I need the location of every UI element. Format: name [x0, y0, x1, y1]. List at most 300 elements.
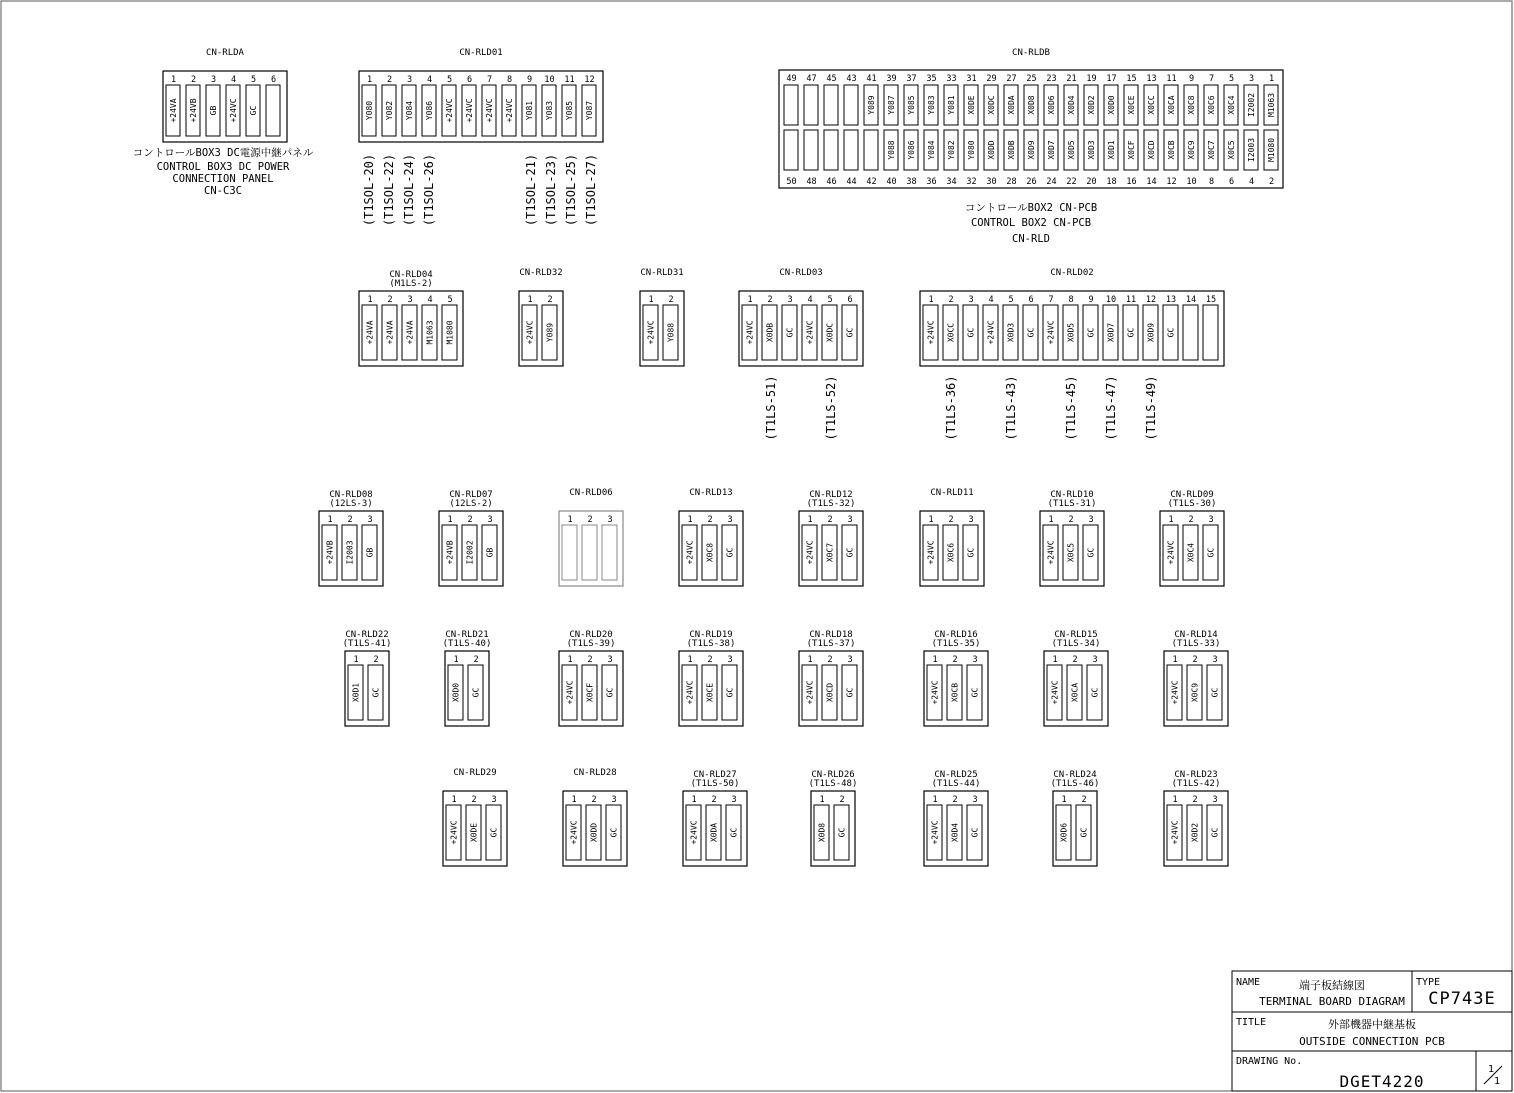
pin-number: 15 [1126, 74, 1137, 84]
connector-subtitle: (T1LS-50) [690, 779, 740, 789]
pin-signal: X0DC [987, 95, 996, 115]
pin-signal: +24VC [525, 320, 535, 345]
pin-signal: +24VC [986, 320, 996, 345]
pin-number: 2 [373, 655, 379, 665]
connector-subtitle: (T1LS-34) [1051, 639, 1101, 649]
pin-number: 2 [827, 655, 833, 665]
pin-number: 5 [1228, 74, 1235, 84]
pin-number: 1 [932, 795, 938, 805]
pin-signal: Y086 [425, 100, 434, 121]
pin-signal: GC [1079, 827, 1089, 838]
connector-title: CN-RLDB [1012, 48, 1050, 58]
device-note: (T1SOL-20) [362, 153, 376, 227]
device-note: (T1LS-51) [764, 375, 778, 441]
pin-number: 2 [767, 295, 773, 305]
pin-signal: Y086 [907, 140, 916, 160]
connector-title: CN-RLD11 [930, 488, 974, 498]
pin-number: 8 [1208, 177, 1215, 187]
device-note: (T1SOL-23) [544, 153, 558, 227]
pin-number: 2 [668, 295, 674, 305]
pin-signal: +24VB [189, 98, 198, 123]
pin-number: 20 [1086, 177, 1097, 187]
pin-signal: M1063 [1267, 92, 1276, 118]
pin-number: 5 [827, 295, 833, 305]
pin-number: 47 [806, 74, 817, 84]
pin-signal: X0D6 [1059, 822, 1069, 843]
connector-title: CN-RLD08 [329, 490, 373, 500]
pin-number: 9 [526, 75, 533, 85]
pin-number: 2 [1192, 655, 1198, 665]
pin-signal: +24VC [1166, 540, 1176, 565]
connector-rld20 [559, 630, 623, 726]
pin-signal: M1080 [1267, 137, 1276, 163]
pin-signal: +24VC [1050, 680, 1060, 705]
connector-rld01 [359, 48, 603, 142]
pin-number: 49 [786, 74, 797, 84]
pin-number: 2 [347, 515, 353, 525]
pin-number: 3 [787, 295, 793, 305]
pin-signal: X0C8 [1187, 95, 1196, 115]
pin-number: 1 [807, 515, 813, 525]
pin-number: 2 [471, 795, 477, 805]
connector-title: CN-RLD02 [1050, 268, 1094, 278]
pin-number: 3 [727, 655, 733, 665]
connector-rld10 [1040, 490, 1104, 586]
connector-rld27 [683, 770, 747, 866]
pin-signal: +24VC [685, 540, 695, 565]
pin-signal: X0D9 [1146, 322, 1156, 343]
pin-number: 1 [567, 655, 573, 665]
pin-signal: GC [1206, 547, 1216, 558]
pin-signal: GC [1210, 827, 1220, 838]
pin-signal: X0D1 [351, 682, 361, 703]
connector-rld22 [343, 630, 392, 726]
connector-rld24 [1051, 770, 1100, 866]
pin-number: 45 [826, 74, 837, 84]
pin-number: 1 [819, 795, 825, 805]
pin-signal: +24VA [169, 98, 178, 123]
pin-signal: X0D2 [1190, 822, 1200, 843]
pin-number: 1 [1172, 795, 1178, 805]
panel-caption: CN-C3C [204, 185, 242, 197]
pin-number: 1 [1172, 655, 1178, 665]
connector-rld02 [920, 268, 1224, 366]
pin-signal: X0DD [589, 822, 599, 843]
pin-signal: X0C5 [1066, 542, 1076, 563]
pin-signal: GB [209, 105, 218, 116]
pin-number: 12 [1145, 295, 1157, 305]
connector-title: CN-RLD16 [934, 630, 978, 640]
pin-signal: GC [845, 547, 855, 558]
connector-subtitle: (T1LS-41) [342, 639, 392, 649]
device-note: (T1SOL-26) [422, 153, 436, 227]
panel-caption: コントロールBOX3 DC電源中継パネル [132, 147, 314, 159]
pin-number: 39 [886, 74, 897, 84]
pin-signal: +24VC [926, 540, 936, 565]
pin-number: 2 [1081, 795, 1087, 805]
pin-signal: +24VC [930, 820, 940, 845]
connector-subtitle: (T1LS-46) [1050, 779, 1100, 789]
pin-number: 1 [687, 655, 693, 665]
title-label: TITLE [1236, 1017, 1267, 1028]
pin-signal: X0DA [709, 822, 719, 843]
connector-rld11 [920, 488, 984, 586]
connector-title: CN-RLD22 [345, 630, 389, 640]
pin-signal: GC [1210, 687, 1220, 698]
connector-title: CN-RLD25 [934, 770, 978, 780]
connector-rld08 [319, 490, 383, 586]
connector-subtitle: (T1LS-40) [442, 639, 492, 649]
sheet-number: 1 [1488, 1064, 1495, 1075]
title-japanese: 外部機器中継基板 [1328, 1018, 1416, 1031]
pin-signal: +24VC [1046, 320, 1056, 345]
pin-number: 1 [691, 795, 697, 805]
pin-signal: GC [785, 327, 795, 338]
pin-signal: GC [371, 687, 381, 698]
pin-number: 3 [607, 515, 613, 525]
panel-caption: CN-RLD [1012, 233, 1050, 245]
pin-number: 32 [966, 177, 977, 187]
connector-subtitle: (T1LS-44) [931, 779, 981, 789]
pin-number: 42 [866, 177, 877, 187]
pin-signal: X0D6 [1047, 95, 1056, 115]
pin-number: 30 [986, 177, 997, 187]
pin-number: 5 [447, 295, 453, 305]
pin-number: 1 [367, 295, 373, 305]
pin-number: 3 [847, 515, 853, 525]
pin-signal: +24VC [689, 820, 699, 845]
drawing-number: DGET4220 [1339, 1072, 1425, 1091]
connector-title: CN-RLDA [206, 48, 244, 58]
pin-signal: X0DE [967, 95, 976, 115]
pin-signal: GC [1086, 547, 1096, 558]
pin-signal: X0CD [1147, 140, 1156, 160]
connector-title: CN-RLD07 [449, 490, 493, 500]
pin-signal: X0C4 [1186, 542, 1196, 563]
pin-signal: Y080 [967, 140, 976, 160]
pin-signal: X0D1 [1107, 140, 1116, 160]
pin-number: 1 [1168, 515, 1174, 525]
connector-title: CN-RLD15 [1054, 630, 1098, 640]
panel-caption: CONTROL BOX2 CN-PCB [970, 217, 1092, 229]
pin-signal: X0C8 [705, 542, 715, 563]
pin-number: 2 [587, 515, 593, 525]
pin-number: 3 [406, 75, 413, 85]
connector-title: CN-RLD06 [569, 488, 613, 498]
connector-subtitle: (T1LS-30) [1167, 499, 1217, 509]
pin-signal: GC [970, 687, 980, 698]
connector-title: CN-RLD19 [689, 630, 733, 640]
pin-signal: +24VC [569, 820, 579, 845]
pin-number: 2 [473, 655, 479, 665]
pin-signal: GC [1166, 327, 1176, 338]
panel-caption: CONNECTION PANEL [172, 173, 274, 185]
pin-signal: X0C6 [1207, 95, 1216, 115]
pin-number: 2 [839, 795, 845, 805]
pin-number: 6 [270, 75, 277, 85]
device-note: (T1LS-52) [824, 375, 838, 441]
connector-rld25 [924, 770, 988, 866]
pin-number: 41 [866, 74, 877, 84]
connector-subtitle: (12LS-3) [329, 499, 373, 509]
pin-number: 2 [707, 655, 713, 665]
pin-number: 1 [366, 75, 373, 85]
pin-number: 28 [1006, 177, 1017, 187]
pin-signal: +24VC [1170, 680, 1180, 705]
pin-signal: X0CF [1127, 140, 1136, 160]
pin-signal: Y088 [666, 322, 676, 343]
connector-subtitle: (12LS-2) [449, 499, 493, 509]
pin-signal: GC [725, 547, 735, 558]
pin-signal: GC [845, 327, 855, 338]
connector-rld31 [640, 268, 684, 366]
pin-signal: X0CD [825, 682, 835, 703]
pin-number: 1 [807, 655, 813, 665]
connector-rld13 [679, 488, 743, 586]
pin-number: 33 [946, 74, 957, 84]
pin-signal: +24VC [1046, 540, 1056, 565]
device-note: (T1SOL-24) [402, 153, 416, 227]
pin-signal: GC [471, 687, 481, 698]
pin-signal: +24VC [485, 98, 494, 123]
connector-title: CN-RLD20 [569, 630, 613, 640]
type-label: TYPE [1416, 977, 1441, 988]
pin-number: 11 [1125, 295, 1137, 305]
pin-signal: +24VA [385, 320, 395, 345]
pin-number: 3 [1248, 74, 1255, 84]
pin-signal: X0C7 [825, 542, 835, 563]
pin-number: 7 [486, 75, 493, 85]
connector-title: CN-RLD14 [1174, 630, 1218, 640]
pin-signal: X0DD [987, 140, 996, 160]
pin-number: 12 [584, 75, 595, 85]
connector-rld12 [799, 490, 863, 586]
pin-number: 2 [1068, 515, 1074, 525]
pin-signal: X0D0 [451, 682, 461, 703]
pin-number: 14 [1146, 177, 1157, 187]
pin-signal: +24VA [405, 320, 415, 345]
pin-signal: GC [837, 827, 847, 838]
pin-number: 15 [1205, 295, 1217, 305]
pin-number: 1 [1052, 655, 1058, 665]
pin-signal: GC [1126, 327, 1136, 338]
pin-number: 3 [968, 295, 974, 305]
name-japanese: 端子板結線図 [1299, 979, 1365, 992]
pin-number: 1 [451, 795, 457, 805]
pin-number: 31 [966, 74, 977, 84]
pin-number: 3 [367, 515, 373, 525]
connector-rld19 [679, 630, 743, 726]
type-value: CP743E [1428, 989, 1496, 1009]
pin-number: 2 [707, 515, 713, 525]
pin-number: 2 [587, 655, 593, 665]
device-note: (T1LS-45) [1064, 375, 1078, 441]
pin-number: 2 [1192, 795, 1198, 805]
pin-number: 5 [1008, 295, 1014, 305]
pin-number: 12 [1166, 177, 1177, 187]
name-label: NAME [1236, 977, 1261, 988]
pin-signal: +24VC [229, 98, 238, 123]
sheet-count: 1 [1494, 1076, 1501, 1087]
pin-number: 3 [972, 795, 978, 805]
pin-signal: Y080 [365, 100, 374, 121]
pin-signal: X0DB [1007, 140, 1016, 160]
connector-subtitle: (T1LS-42) [1171, 779, 1221, 789]
pin-number: 3 [727, 515, 733, 525]
pin-number: 2 [387, 295, 393, 305]
pin-signal: +24VC [745, 320, 755, 345]
pin-signal: X0D8 [817, 822, 827, 843]
pin-number: 37 [906, 74, 917, 84]
connector-rld06 [559, 488, 623, 586]
pin-number: 2 [386, 75, 393, 85]
pin-signal: +24VC [449, 820, 459, 845]
device-note: (T1SOL-21) [524, 153, 538, 227]
pin-number: 1 [648, 295, 654, 305]
connector-rld09 [1160, 490, 1224, 586]
drawing-number-label: DRAWING No. [1236, 1056, 1303, 1067]
pin-signal: +24VC [805, 320, 815, 345]
connector-subtitle: (T1LS-39) [566, 639, 616, 649]
pin-number: 46 [826, 177, 837, 187]
pin-number: 35 [926, 74, 937, 84]
pin-number: 1 [567, 515, 573, 525]
connector-title: CN-RLD09 [1170, 490, 1214, 500]
pin-signal: +24VC [565, 680, 575, 705]
pin-signal: GC [966, 327, 976, 338]
connector-title: CN-RLD28 [573, 768, 617, 778]
pin-signal: GC [609, 827, 619, 838]
pin-number: 3 [407, 295, 413, 305]
pin-number: 10 [1186, 177, 1197, 187]
pin-signal: Y081 [947, 95, 956, 115]
panel-caption: CONTROL BOX3 DC POWER [156, 161, 290, 173]
connector-rld07 [439, 490, 503, 586]
pin-signal: X0CF [585, 682, 595, 703]
pin-number: 4 [988, 295, 994, 305]
pin-number: 4 [426, 75, 433, 85]
pin-signal: GB [365, 547, 375, 558]
pin-signal: X0C9 [1187, 140, 1196, 160]
pin-number: 1 [453, 655, 459, 665]
pin-number: 11 [564, 75, 575, 85]
pin-signal: X0DC [825, 322, 835, 343]
pin-signal: X0CE [1127, 95, 1136, 115]
pin-number: 3 [1212, 795, 1218, 805]
pin-signal: Y085 [907, 95, 916, 115]
connector-title: CN-RLD21 [445, 630, 489, 640]
pin-number: 3 [972, 655, 978, 665]
pin-signal: X0C4 [1227, 95, 1236, 115]
pin-signal: X0C9 [1190, 682, 1200, 703]
pin-number: 1 [747, 295, 753, 305]
pin-number: 50 [786, 177, 797, 187]
pin-number: 6 [1028, 295, 1034, 305]
pin-number: 34 [946, 177, 957, 187]
device-note: (T1LS-43) [1004, 375, 1018, 441]
pin-number: 3 [847, 655, 853, 665]
pin-number: 48 [806, 177, 817, 187]
pin-number: 27 [1006, 74, 1017, 84]
pin-number: 24 [1046, 177, 1057, 187]
pin-signal: X0D7 [1106, 322, 1116, 343]
pin-signal: X0D2 [1087, 95, 1096, 115]
pin-signal: X0DA [1007, 95, 1016, 115]
pin-number: 5 [446, 75, 453, 85]
pin-signal: GC [845, 687, 855, 698]
pin-signal: X0CC [946, 322, 956, 343]
device-note: (T1SOL-22) [382, 153, 396, 227]
pin-signal: Y083 [927, 95, 936, 115]
pin-signal: Y089 [867, 95, 876, 115]
pin-number: 7 [1208, 74, 1215, 84]
pin-number: 1 [687, 515, 693, 525]
device-note: (T1SOL-25) [564, 153, 578, 227]
pin-signal: X0DB [765, 322, 775, 343]
pin-signal: I2002 [465, 540, 475, 565]
pin-signal: X0CB [950, 682, 960, 703]
connector-rld32 [519, 268, 563, 366]
pin-signal: Y087 [887, 95, 896, 115]
connector-rld14 [1164, 630, 1228, 726]
pin-number: 2 [1188, 515, 1194, 525]
pin-number: 1 [928, 295, 934, 305]
connector-title: CN-RLD04 [389, 270, 433, 280]
connector-housing [739, 291, 863, 366]
connector-title: CN-RLD01 [459, 48, 503, 58]
pin-signal: X0C6 [946, 542, 956, 563]
pin-number: 2 [1268, 177, 1275, 187]
pin-number: 2 [591, 795, 597, 805]
connector-cn-rldb [779, 48, 1283, 188]
pin-signal: I2003 [1247, 137, 1256, 163]
pin-signal: GC [729, 827, 739, 838]
pin-signal: GC [1090, 687, 1100, 698]
pin-signal: +24VA [365, 320, 375, 345]
pin-number: 1 [1048, 515, 1054, 525]
pin-number: 1 [928, 515, 934, 525]
pin-signal: I2002 [1247, 92, 1256, 118]
pin-number: 3 [1208, 515, 1214, 525]
pin-number: 7 [1048, 295, 1054, 305]
pin-number: 4 [230, 75, 237, 85]
pin-signal: +24VB [325, 540, 335, 565]
pin-signal: X0CB [1167, 140, 1176, 160]
pin-number: 2 [190, 75, 197, 85]
pin-signal: Y084 [927, 140, 936, 160]
connector-subtitle: (T1LS-35) [931, 639, 981, 649]
connector-rld03 [739, 268, 863, 366]
pin-number: 3 [607, 655, 613, 665]
pin-signal: Y089 [545, 322, 555, 343]
connector-rld23 [1164, 770, 1228, 866]
connector-subtitle: (M1LS-2) [389, 279, 433, 289]
pin-number: 1 [327, 515, 333, 525]
pin-signal: +24VC [926, 320, 936, 345]
connector-subtitle: (T1LS-48) [808, 779, 858, 789]
pin-number: 10 [544, 75, 555, 85]
pin-signal: Y082 [385, 100, 394, 121]
pin-signal: +24VC [646, 320, 656, 345]
device-note: (T1LS-47) [1104, 375, 1118, 441]
connector-subtitle: (T1LS-33) [1171, 639, 1221, 649]
pin-number: 10 [1105, 295, 1117, 305]
pin-number: 1 [571, 795, 577, 805]
connector-subtitle: (T1LS-32) [806, 499, 856, 509]
pin-signal: M1063 [425, 320, 435, 345]
pin-number: 3 [487, 515, 493, 525]
pin-signal: GC [966, 547, 976, 558]
